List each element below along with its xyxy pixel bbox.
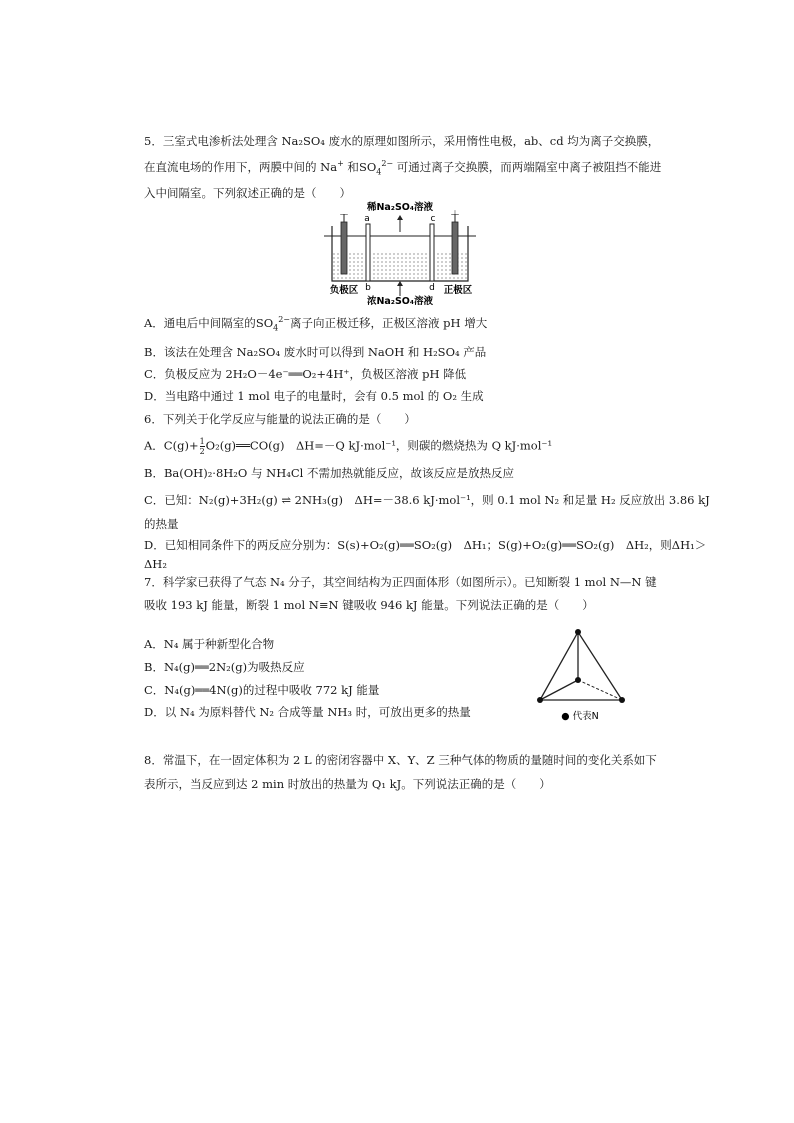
edge-top-right	[578, 632, 622, 700]
plus-sign: ＋	[450, 210, 460, 221]
n-atom-right	[619, 697, 625, 703]
q6-option-d-line-1: D．已知相同条件下的两反应分别为：S(s)+O₂(g)══SO₂(g) ΔH₁；S(g)+O₂(g)══SO₂(g) ΔH₂，则ΔH₁＞	[144, 538, 707, 552]
outflow-arrowhead	[397, 215, 403, 220]
negative-region-label: 负极区	[329, 285, 359, 296]
sulfate-ion: $SO_4^{2-}$	[358, 159, 394, 177]
q5-option-a: A．通电后中间隔室的$SO_4^{2-}$离子向正极迁移，正极区溶液 pH 增大	[144, 315, 488, 333]
n-atom-back	[575, 677, 581, 683]
concentrated-solution-label: 浓Na₂SO₄溶液	[366, 296, 434, 307]
q5-option-c: C．负极反应为 2H₂O－4e⁻══O₂+4H⁺，负极区溶液 pH 降低	[144, 367, 467, 381]
q5-stem-2b: 和	[343, 160, 359, 174]
q6-option-c-line-2: 的热量	[144, 517, 179, 531]
q7-option-a: A．N₄ 属于种新型化合物	[144, 637, 275, 651]
q7-stem-line-2: 吸收 193 kJ 能量，断裂 1 mol N≡N 键吸收 946 kJ 能量。下列说法正确的是（ ）	[144, 598, 594, 612]
q5-stem-line-2	[144, 159, 662, 177]
label-d: d	[429, 283, 435, 293]
n-atom-left	[537, 697, 543, 703]
sulfate-ion: $SO_4^{2-}$	[255, 315, 291, 333]
inflow-arrowhead	[397, 281, 403, 286]
q6-option-b: B．Ba(OH)₂·8H₂O 与 NH₄Cl 不需加热就能反应，故该反应是放热反应	[144, 466, 514, 480]
minus-sign: －	[339, 210, 349, 221]
q5-option-b: B．该法在处理含 Na₂SO₄ 废水时可以得到 NaOH 和 H₂SO₄ 产品	[144, 345, 487, 359]
q5-stem-line-1: 5．三室式电渗析法处理含 Na₂SO₄ 废水的原理如图所示，采用惰性电极，ab、cd 均为离子交换膜，	[144, 134, 660, 148]
q7-stem-line-1: 7．科学家已获得了气态 N₄ 分子，其空间结构为正四面体形（如图所示）。已知断裂 1 mol N—N 键	[144, 575, 657, 589]
membrane-cd	[430, 224, 434, 281]
one-half-fraction: $\frac{1}{2}$	[199, 437, 205, 456]
positive-region-label: 正极区	[443, 285, 473, 296]
label-c: c	[430, 214, 436, 224]
positive-electrode	[452, 222, 458, 274]
negative-electrode	[341, 222, 347, 274]
q7-option-d: D．以 N₄ 为原料替代 N₂ 合成等量 NH₃ 时，可放出更多的热量	[144, 705, 471, 719]
membrane-ab	[366, 224, 370, 281]
q5-stem-2c: 可通过离子交换膜，而两端隔室中离子被阻挡不能进	[393, 160, 662, 174]
q6-option-c-line-1: C．已知：N₂(g)+3H₂(g) ⇌ 2NH₃(g) ΔH=－38.6 kJ·mol⁻¹，则 0.1 mol N₂ 和足量 H₂ 反应放出 3.86 kJ	[144, 493, 710, 507]
q5-stem-2a: 在直流电场的作用下，两膜中间的 Na	[144, 160, 338, 174]
dilute-solution-label: 稀Na₂SO₄溶液	[366, 202, 434, 213]
q6-option-a: A．C(g)+ $\frac{1}{2}$ O₂(g)══CO(g) ΔH=－Q kJ·mol⁻¹，则碳的燃烧热为 Q kJ·mol⁻¹	[144, 437, 553, 456]
n-atom-top	[575, 629, 581, 635]
q8-stem-line-2: 表所示，当反应到达 2 min 时放出的热量为 Q₁ kJ。下列说法正确的是（ ）	[144, 777, 551, 791]
electrodialysis-diagram	[320, 196, 480, 308]
q6-option-d-line-2: ΔH₂	[144, 557, 167, 571]
solution-region	[332, 251, 468, 281]
n4-tetrahedron-diagram	[530, 626, 630, 726]
q7-option-c: C．N₄(g)══4N(g)的过程中吸收 772 kJ 能量	[144, 683, 380, 697]
q5-option-d: D．当电路中通过 1 mol 电子的电量时，会有 0.5 mol 的 O₂ 生成	[144, 389, 484, 403]
legend-n-atom: ● 代表N	[561, 711, 599, 722]
q5-stem-line-3: 入中间隔室。下列叙述正确的是（ ）	[144, 186, 351, 200]
label-b: b	[365, 283, 371, 293]
na-charge: +	[337, 159, 344, 169]
q7-option-b: B．N₄(g)══2N₂(g)为吸热反应	[144, 660, 305, 674]
label-a: a	[364, 214, 370, 224]
q8-stem-line-1: 8．常温下，在一固定体积为 2 L 的密闭容器中 X、Y、Z 三种气体的物质的量随时间的变化关系如下	[144, 753, 657, 767]
q6-stem: 6．下列关于化学反应与能量的说法正确的是（ ）	[144, 412, 416, 426]
